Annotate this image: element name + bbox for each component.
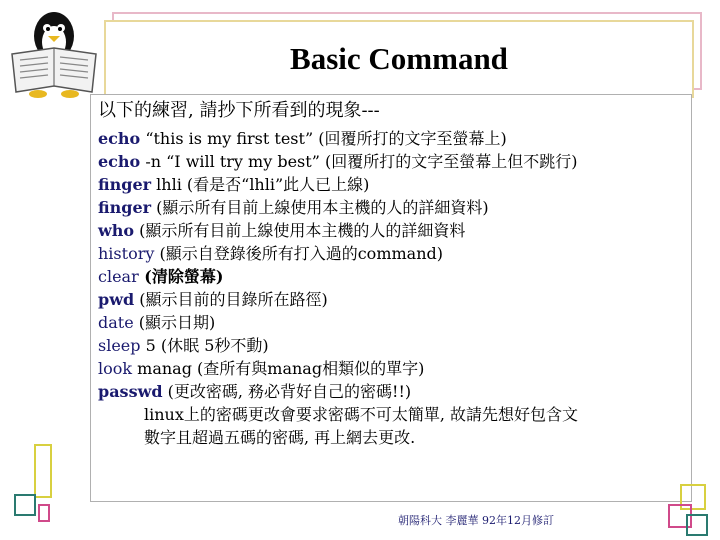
command-line [98,357,687,380]
command-name: history [98,244,155,263]
command-name: finger [98,198,152,217]
command-list [98,97,687,449]
command-description: (顯示所有目前上線使用本主機的人的詳細資料 [134,221,466,240]
deco-square-teal-right [686,514,708,536]
command-name: finger [98,175,152,194]
command-name: echo [98,129,141,148]
command-line [98,173,687,196]
command-name: sleep [98,336,141,355]
command-description: (顯示所有目前上線使用本主機的人的詳細資料) [151,198,489,217]
command-line [98,334,687,357]
content-box [90,94,692,502]
command-description: (更改密碼, 務必背好自己的密碼!!) [162,382,412,401]
command-description: (清除螢幕) [138,267,224,286]
intro-text: 以下的練習, 請抄下所看到的現象--- [98,100,380,121]
command-name: passwd [98,382,163,401]
command-line [98,265,687,288]
command-description: lhli (看是否“lhli”此人已上線) [151,175,370,194]
command-line [98,150,687,173]
command-name: who [98,221,135,240]
command-description: (顯示日期) [133,313,216,332]
penguin-reading-newspaper-icon [4,2,104,102]
deco-square-teal [14,494,36,516]
command-line [98,127,687,150]
deco-square-pink [38,504,50,522]
command-name: date [98,313,134,332]
command-description: -n “I will try my best” (回覆所打的文字至螢幕上但不跳行) [140,152,578,171]
command-line [98,380,687,403]
command-description: (顯示自登錄後所有打入過的command) [154,244,443,263]
command-line [98,288,687,311]
password-note-line: 數字且超過五碼的密碼, 再上網去更改. [144,428,416,447]
command-line [98,311,687,334]
command-line [98,196,687,219]
footer-credit: 朝陽科大 李麗華 92年12月修訂 [398,514,554,527]
command-line [98,242,687,265]
password-note-line: linux上的密碼更改會要求密碼不可太簡單, 故請先想好包含文 [144,405,579,424]
command-description: “this is my first test” (回覆所打的文字至螢幕上) [140,129,507,148]
slide-title: Basic Command [290,41,508,76]
command-description: (顯示目前的目錄所在路徑) [134,290,328,309]
command-description: manag (查所有與manag相類似的單字) [132,359,425,378]
command-name: clear [98,267,139,286]
command-description: 5 (休眠 5秒不動) [140,336,269,355]
deco-bar-yellow [34,444,52,498]
command-name: echo [98,152,141,171]
command-name: pwd [98,290,135,309]
command-line [98,219,687,242]
command-name: look [98,359,133,378]
